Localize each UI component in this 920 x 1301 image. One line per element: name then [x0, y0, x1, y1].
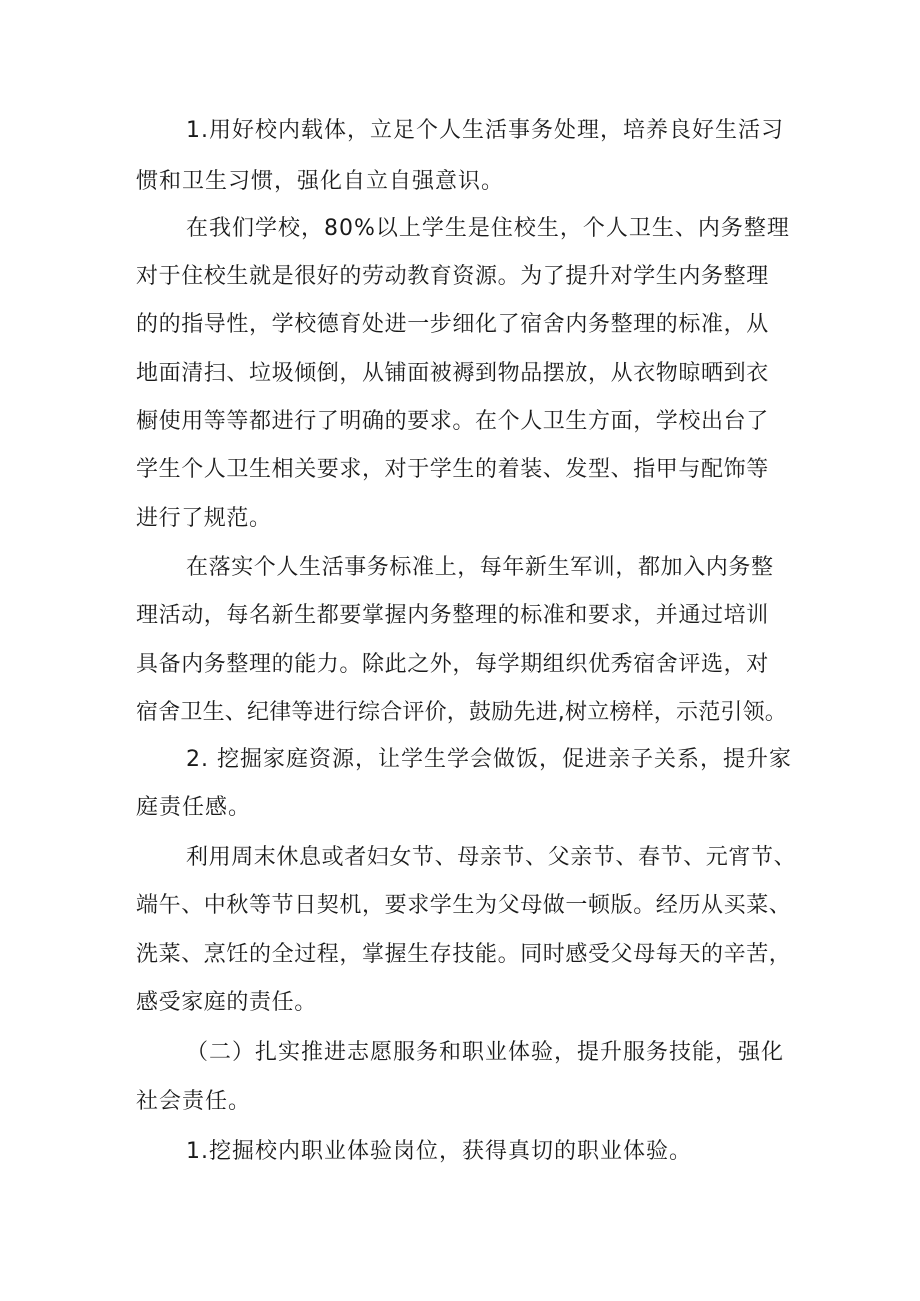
para-2-line-1: 在我们学校，80%以上学生是住校生，个人卫生、内务整理 — [186, 216, 790, 241]
para-5-line-1: 利用周末休息或者妇女节、母亲节、父亲节、春节、元宵节、 — [186, 845, 797, 870]
para-2-line-6: 学生个人卫生相关要求，对于学生的着装、发型、指甲与配饰等 — [136, 457, 769, 482]
para-5-line-2: 端午、中秋等节日契机，要求学生为父母做一顿版。经历从买菜、 — [136, 893, 792, 918]
section-heading-line-1: （二）扎实推进志愿服务和职业体验，提升服务技能，强化 — [186, 1040, 785, 1065]
para-2-line-7: 进行了规范。 — [136, 506, 272, 531]
para-2-line-3: 的的指导性，学校德育处进一步细化了宿舍内务整理的标准，从 — [136, 312, 769, 337]
para-3-line-1: 在落实个人生活事务标准上，每年新生军训，都加入内务整 — [186, 555, 774, 580]
para-2-line-5: 橱使用等等都进行了明确的要求。在个人卫生方面，学校出台了 — [136, 409, 769, 434]
para-5-line-4: 感受家庭的责任。 — [136, 990, 317, 1015]
para-2-line-2: 对于住校生就是很好的劳动教育资源。为了提升对学生内务整理 — [136, 264, 769, 289]
para-4-line-2: 庭责任感。 — [136, 795, 252, 820]
para-1-line-1: 1.用好校内载体，立足个人生活事务处理，培养良好生活习 — [186, 118, 784, 143]
para-4-line-1: 2. 挖掘家庭资源，让学生学会做饭，促进亲子关系，提升家 — [186, 747, 792, 772]
section-heading-line-2: 社会责任。 — [136, 1089, 252, 1114]
para-5-line-3: 洗菜、烹饪的全过程，掌握生存技能。同时感受父母每天的辛苦， — [136, 942, 792, 967]
para-3-line-2: 理活动，每名新生都要掌握内务整理的标准和要求，并通过培训 — [136, 603, 769, 628]
para-2-line-4: 地面清扫、垃圾倾倒，从铺面被褥到物品摆放，从衣物晾晒到衣 — [136, 361, 769, 386]
para-3-line-3: 具备内务整理的能力。除此之外，每学期组织优秀宿舍评选，对 — [136, 652, 769, 677]
para-7-line-1: 1.挖掘校内职业体验岗位，获得真切的职业体验。 — [186, 1139, 692, 1164]
para-3-line-4: 宿舍卫生、纪律等进行综合评价，鼓励先进,树立榜样，示范引领。 — [136, 700, 787, 725]
para-1-line-2: 惯和卫生习惯，强化自立自强意识。 — [136, 169, 505, 194]
